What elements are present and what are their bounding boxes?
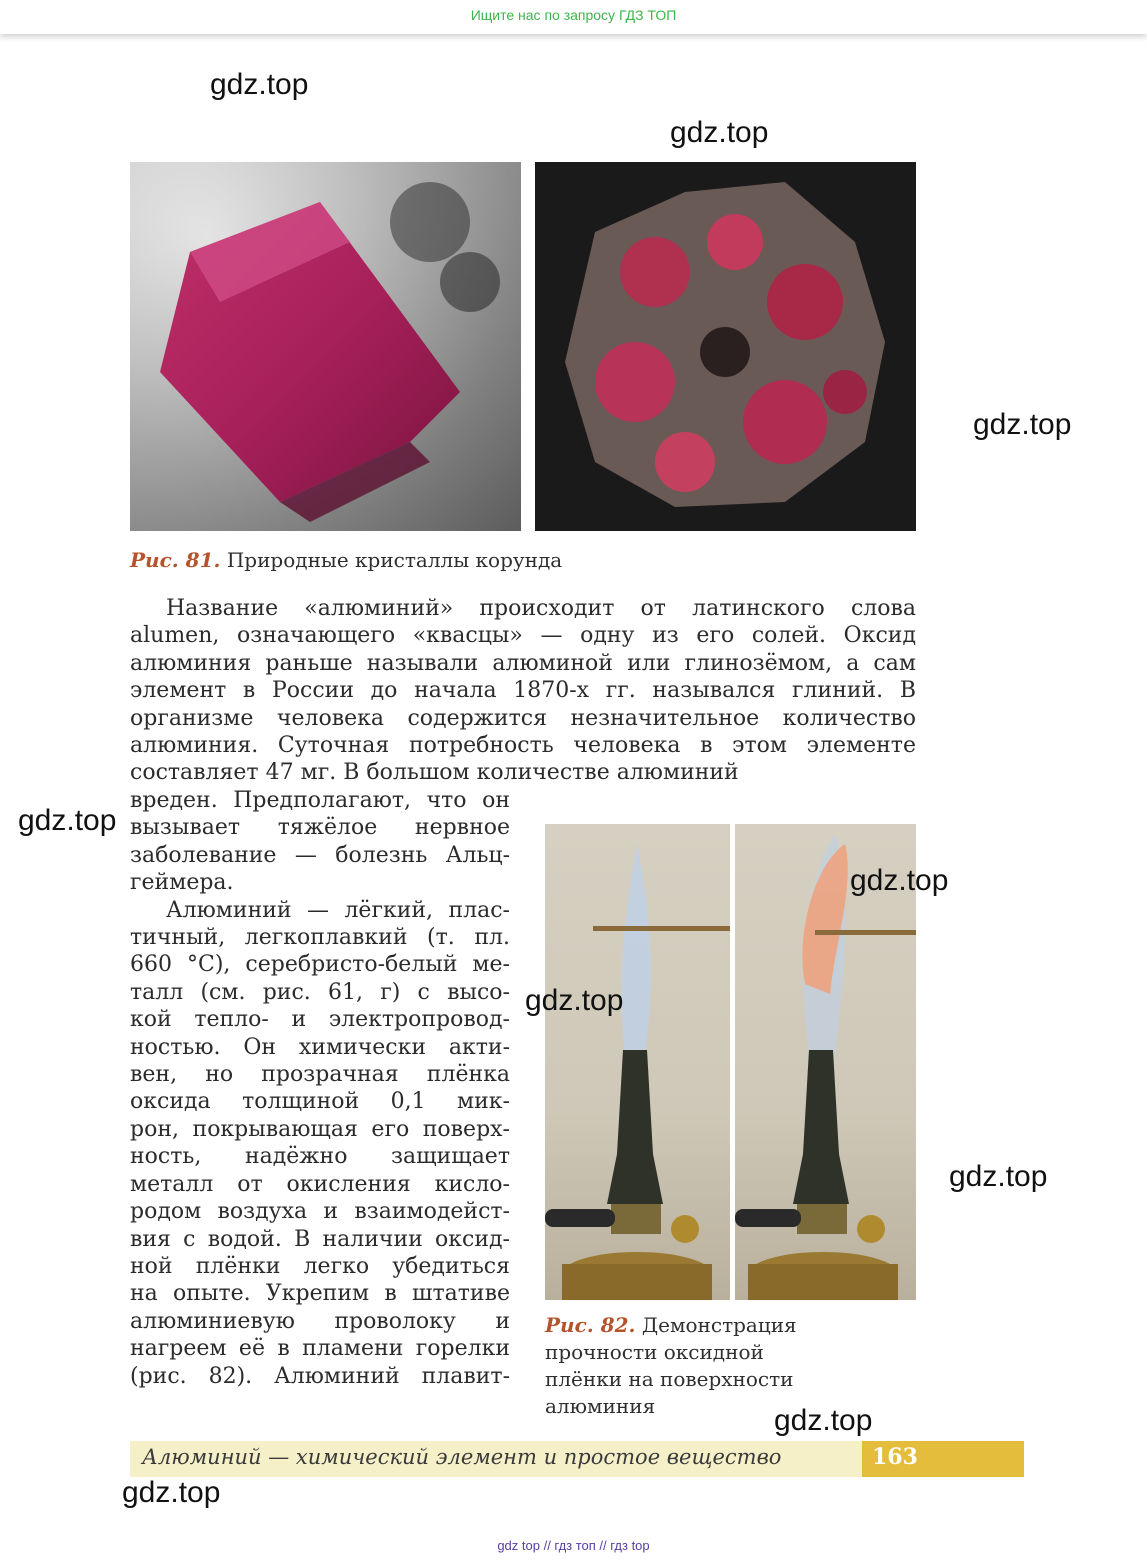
main-paragraph [130,595,916,787]
text-line: (рис. 82). Алюминий плавит- [130,1363,510,1389]
fig82-photo-left [545,824,730,1300]
text-line: вызывает тяжёлое нервное [130,815,510,841]
fig82-text: Демонстрация прочности оксидной плёнки на поверхности алюминия [545,1313,797,1418]
text-line: рон, покрывающая его поверх- [130,1116,510,1142]
watermark: gdz.top [850,864,949,897]
text-line: ность, надёжно защищает [130,1144,510,1170]
text-line: на опыте. Укрепим в штативе [130,1281,510,1307]
watermark: gdz.top [973,408,1072,441]
ruby-crystal-illustration [130,162,521,531]
page-number [862,1441,1024,1477]
text-line: тичный, легкоплавкий (т. пл. [130,925,510,951]
fig81-photo-left [130,162,521,531]
text-line: металл от окисления кисло- [130,1171,510,1197]
fig81-text: Природные кристаллы корунда [226,548,563,572]
text-line: ной плёнки легко убедиться [130,1253,510,1279]
watermark: gdz.top [949,1160,1048,1193]
bunsen-burner-blue-flame-illustration [545,824,730,1300]
top-banner [0,0,1147,34]
watermark: gdz.top [774,1404,873,1437]
watermark: gdz.top [670,116,769,149]
text-line: Алюминий — лёгкий, плас- [166,897,510,923]
footer-title-text: Алюминий — химический элемент и простое вещество [142,1445,782,1469]
text-line: 660 °С), серебристо-белый ме- [130,952,510,978]
text-line: вия с водой. В наличии оксид- [130,1226,510,1252]
text-line: алюминиевую проволоку и [130,1308,510,1334]
text-line: заболевание — болезнь Альц- [130,842,510,868]
text-line: вреден. Предполагают, что он [130,788,510,813]
watermark: gdz.top [18,804,117,837]
text-line: родом воздуха и взаимодейст- [130,1199,510,1225]
fig81-photo-right [535,162,916,531]
watermark: gdz.top [122,1476,221,1509]
fig81-caption [130,547,562,574]
text-line: ностью. Он химически акти- [130,1034,510,1060]
paragraph-1: Название «алюминий» происходит от латинского слова alumen, означающего «квасцы» — одну из его солей. Оксид алюминия раньше называли алюминой или глинозёмом, а сам элемент в России до начала 1870-х гг. назывался глиний. В организме человека содержится незначительное количество алюминия. Суточная потребность человека в этом элементе составляет 47 мг. В большом количестве алюминий [130,596,916,786]
page-number-text: 163 [872,1444,918,1470]
page-footer-title [130,1441,862,1477]
text-line: талл (см. рис. 61, г) с высо- [130,979,510,1005]
narrow-column [130,787,510,1390]
watermark: gdz.top [525,984,624,1017]
watermark: gdz.top [210,68,309,101]
fig81-label: Рис. 81. [130,548,221,572]
bottom-links[interactable]: gdz top // гдз топ // гдз top [497,1538,650,1553]
text-line: кой тепло- и электропровод- [130,1007,510,1033]
fig82-label: Рис. 82. [545,1313,636,1337]
text-line: вен, но прозрачная плёнка [130,1062,510,1088]
text-line: геймера. [130,870,234,896]
text-line: нагреем её в пламени горелки [130,1336,510,1362]
corundum-rock-illustration [535,162,916,531]
text-line: оксида толщиной 0,1 мик- [130,1089,510,1115]
top-banner-text: Ищите нас по запросу ГДЗ ТОП [470,7,677,23]
